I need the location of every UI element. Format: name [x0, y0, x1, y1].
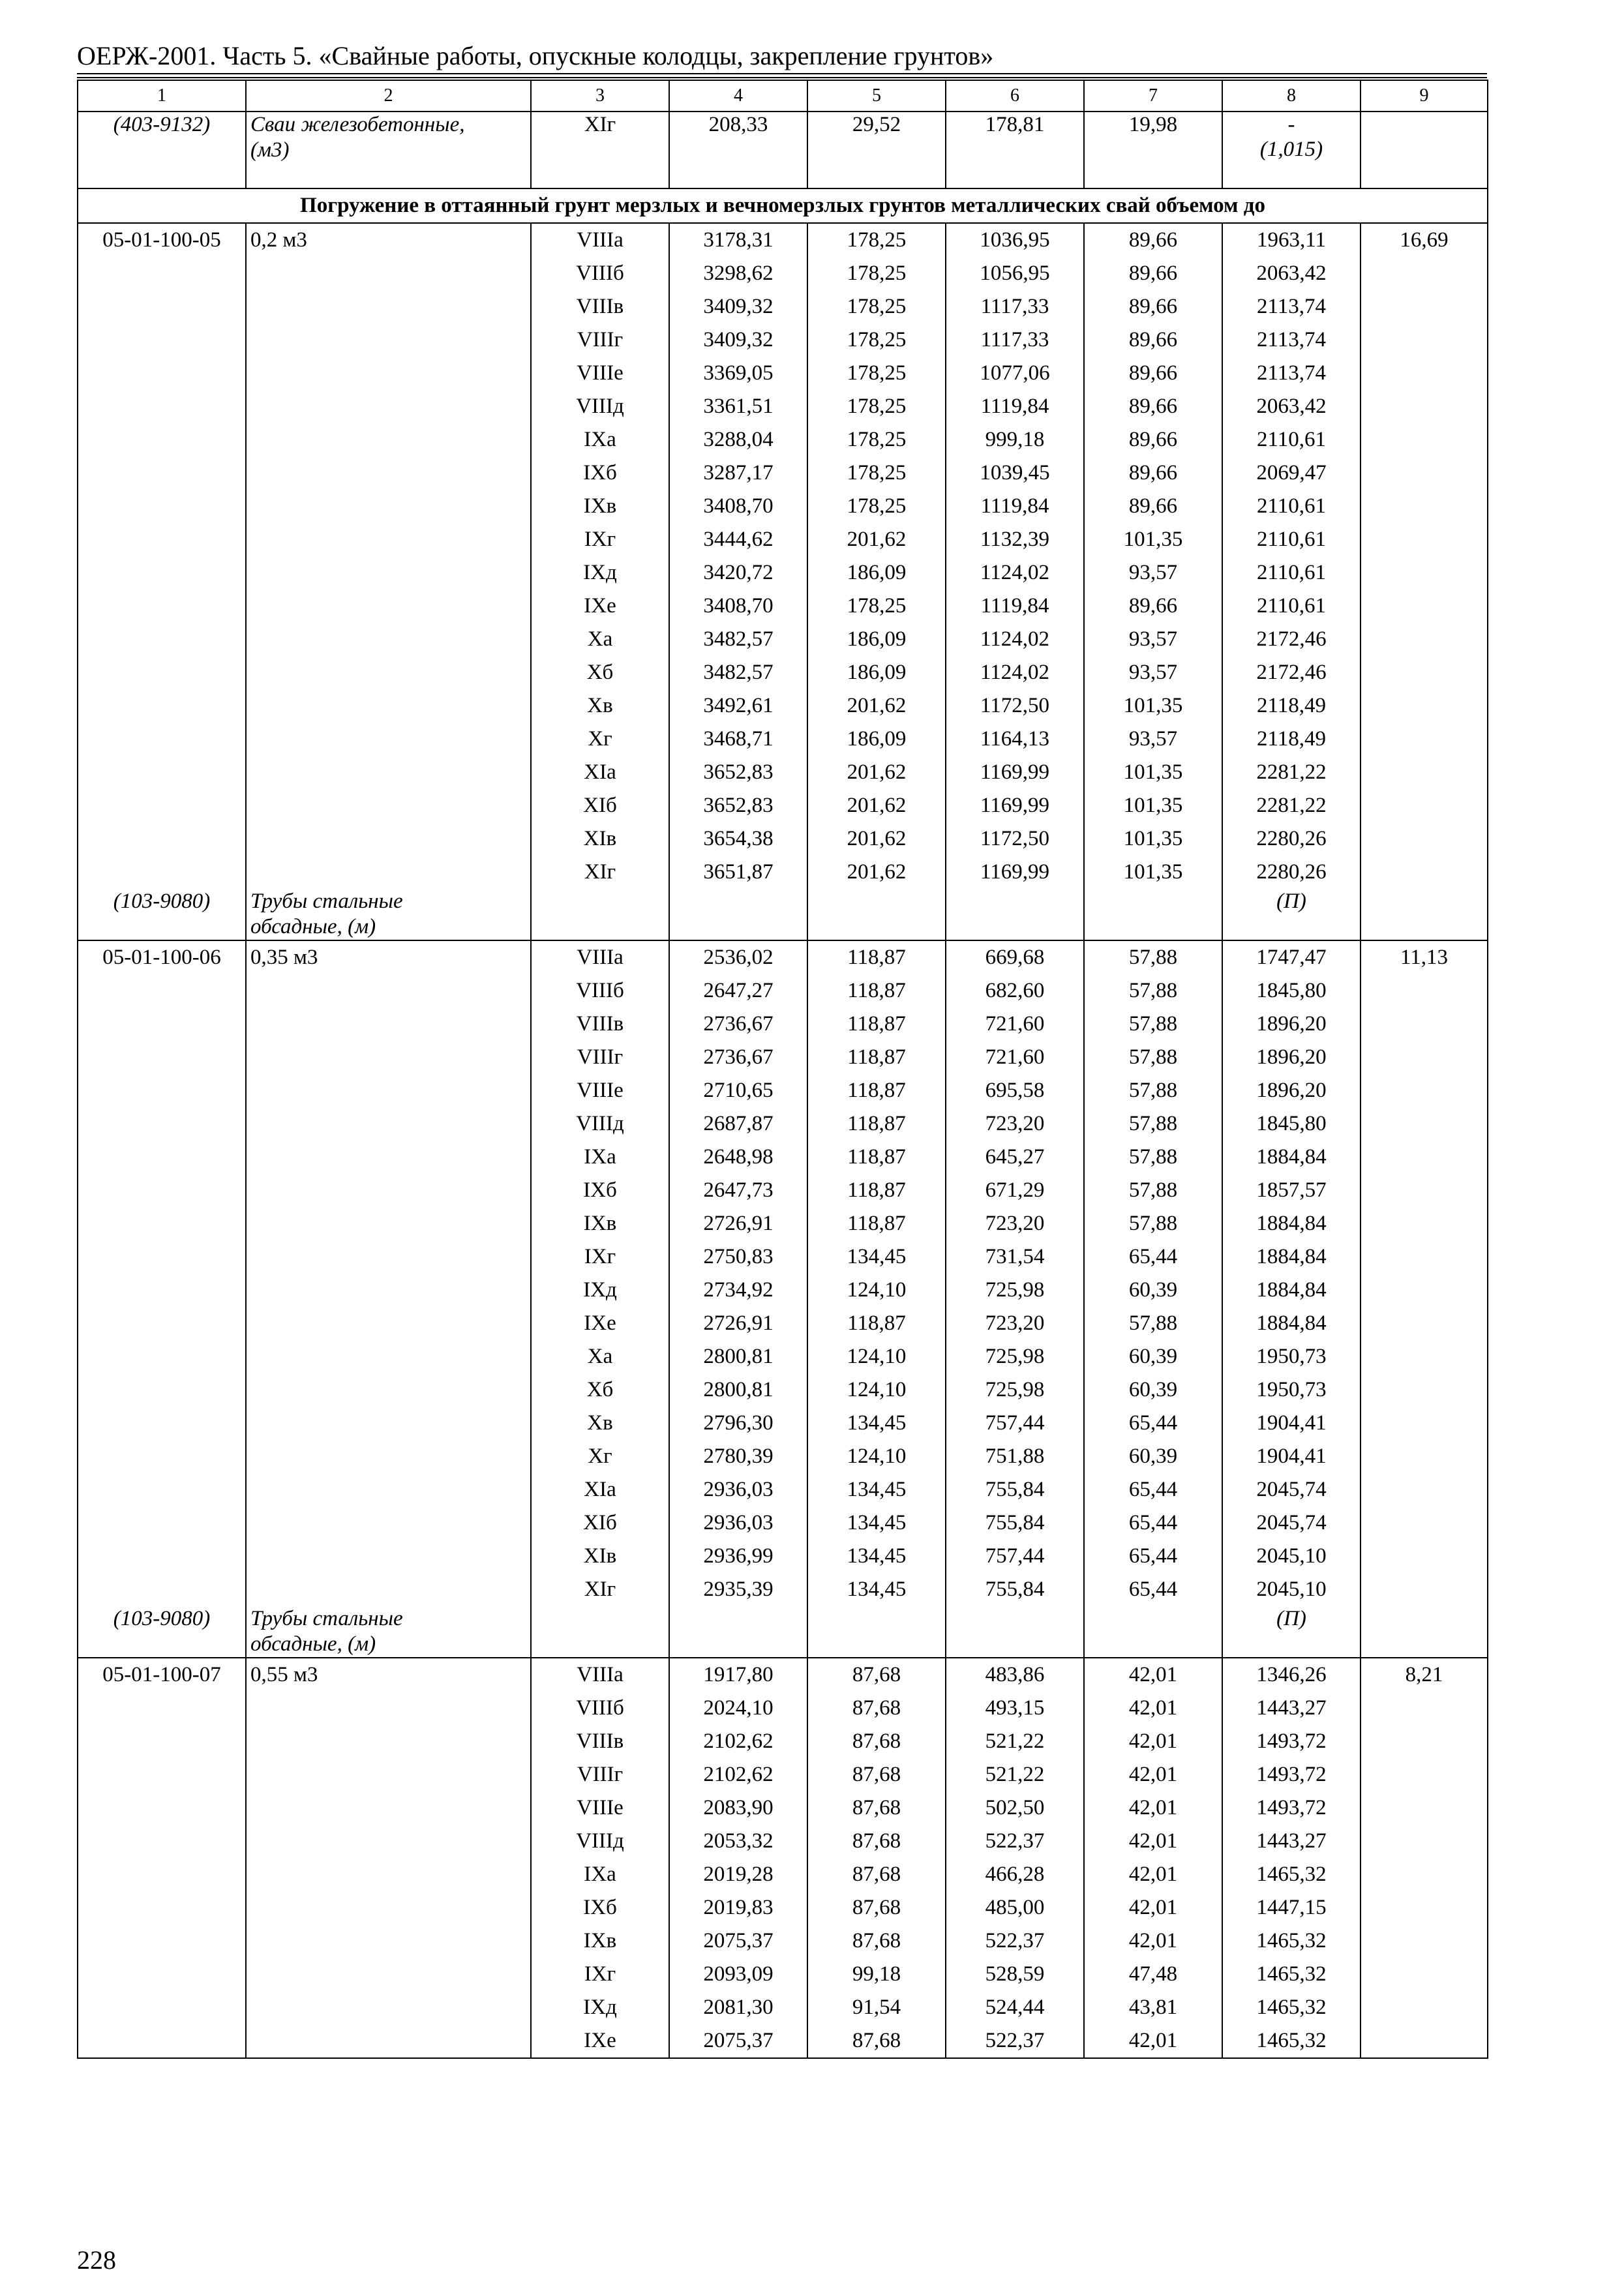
column-number: 5 [807, 80, 946, 112]
cell-col7: 19,98 [1084, 112, 1222, 188]
cell-col8: 1747,47 1845,80 1896,20 1896,20 1896,20 1845,80 1884,84 1857,57 1884,84 1884,84 1884,84 1884,84 1950,73 1950,73 1904,41 1904,41 2045,74 2045,74 2045,10 2045,10 (П) [1222, 940, 1361, 1658]
resource-desc-line: (м3) [250, 138, 290, 162]
resource-row-first [78, 112, 1488, 188]
header-rule-upper [77, 73, 1487, 74]
rate-code: 05-01-100-05 (103-9080) [78, 223, 246, 940]
cell-col6: 1036,95 1056,95 1117,33 1117,33 1077,06 1119,84 999,18 1039,45 1119,84 1132,39 1124,02 1119,84 1124,02 1124,02 1172,50 1164,13 1169,99 1169,99 1172,50 1169,99 [946, 223, 1084, 940]
rates-table [77, 80, 1488, 2059]
column-number: 9 [1361, 80, 1488, 112]
cell-col4: 208,33 [669, 112, 807, 188]
cell-col6: 178,81 [946, 112, 1084, 188]
column-number: 4 [669, 80, 807, 112]
cell-col9: 11,13 [1361, 940, 1488, 1658]
soil-grade: VIIIа VIIIб VIIIв VIIIг VIIIе VIIIд IXа IXб IXв IXг IXд IXе [531, 1658, 669, 2058]
cell-col8: - (1,015) [1222, 112, 1361, 188]
cell-col5: 87,68 87,68 87,68 87,68 87,68 87,68 87,68 87,68 87,68 99,18 91,54 87,68 [807, 1658, 946, 2058]
rate-group-row [78, 940, 1488, 1658]
cell-col9: 8,21 [1361, 1658, 1488, 2058]
cell-col6: 483,86 493,15 521,22 521,22 502,50 522,37 466,28 485,00 522,37 528,59 524,44 522,37 [946, 1658, 1084, 2058]
rate-group-row [78, 1658, 1488, 2058]
soil-grade: VIIIа VIIIб VIIIв VIIIг VIIIе VIIIд IXа IXб IXв IXг IXд IXе Xа Xб Xв Xг XIа XIб XIв XIг [531, 223, 669, 940]
column-number: 8 [1222, 80, 1361, 112]
soil-grade: VIIIа VIIIб VIIIв VIIIг VIIIе VIIIд IXа IXб IXв IXг IXд IXе Xа Xб Xв Xг XIа XIб XIв XIг [531, 940, 669, 1658]
cell-col9 [1361, 112, 1488, 188]
rate-name: 0,2 м3 Трубы стальные обсадные, (м) [246, 223, 531, 940]
cell-col7: 42,01 42,01 42,01 42,01 42,01 42,01 42,01 42,01 42,01 47,48 43,81 42,01 [1084, 1658, 1222, 2058]
cell-col5: 29,52 [807, 112, 946, 188]
page-number: 228 [77, 2245, 116, 2275]
cell-col5: 178,25 178,25 178,25 178,25 178,25 178,25 178,25 178,25 178,25 201,62 186,09 178,25 186,09 186,09 201,62 186,09 201,62 201,62 201,62 201,62 [807, 223, 946, 940]
section-title-row [78, 188, 1488, 223]
column-number: 1 [78, 80, 246, 112]
cell-col7: 89,66 89,66 89,66 89,66 89,66 89,66 89,66 89,66 89,66 101,35 93,57 89,66 93,57 93,57 101,35 93,57 101,35 101,35 101,35 101,35 [1084, 223, 1222, 940]
column-number: 2 [246, 80, 531, 112]
rate-code: 05-01-100-06 (103-9080) [78, 940, 246, 1658]
column-number: 3 [531, 80, 669, 112]
section-title: Погружение в оттаянный грунт мерзлых и вечномерзлых грунтов металлических свай объемом до [78, 188, 1488, 223]
rate-name: 0,35 м3 Трубы стальные обсадные, (м) [246, 940, 531, 1658]
cell-col9: 16,69 [1361, 223, 1488, 940]
cell-col8: 1346,26 1443,27 1493,72 1493,72 1493,72 1443,27 1465,32 1447,15 1465,32 1465,32 1465,32 1465,32 [1222, 1658, 1361, 2058]
cell-col6: 669,68 682,60 721,60 721,60 695,58 723,20 645,27 671,29 723,20 731,54 725,98 723,20 725,98 725,98 757,44 751,88 755,84 755,84 757,44 755,84 [946, 940, 1084, 1658]
cell-col4: 1917,80 2024,10 2102,62 2102,62 2083,90 2053,32 2019,28 2019,83 2075,37 2093,09 2081,30 2075,37 [669, 1658, 807, 2058]
cell-col5: 118,87 118,87 118,87 118,87 118,87 118,87 118,87 118,87 118,87 134,45 124,10 118,87 124,10 124,10 134,45 124,10 134,45 134,45 134,45 134,45 [807, 940, 946, 1658]
column-number-row [78, 80, 1488, 112]
cell-col7: 57,88 57,88 57,88 57,88 57,88 57,88 57,88 57,88 57,88 65,44 60,39 57,88 60,39 60,39 65,44 60,39 65,44 65,44 65,44 65,44 [1084, 940, 1222, 1658]
header-rule-lower [77, 77, 1487, 78]
cell-col4: 3178,31 3298,62 3409,32 3409,32 3369,05 3361,51 3288,04 3287,17 3408,70 3444,62 3420,72 3408,70 3482,57 3482,57 3492,61 3468,71 3652,83 3652,83 3654,38 3651,87 [669, 223, 807, 940]
rate-name: 0,55 м3 [246, 1658, 531, 2058]
resource-desc-line: Сваи железобетонные, [250, 113, 465, 136]
rate-group-row [78, 223, 1488, 940]
rate-code: 05-01-100-07 [78, 1658, 246, 2058]
soil-grade: XIг [531, 112, 669, 188]
resource-code [78, 112, 246, 188]
table-body [78, 80, 1488, 2058]
resource-code-text: (403-9132) [113, 113, 211, 136]
cell-col4: 2536,02 2647,27 2736,67 2736,67 2710,65 2687,87 2648,98 2647,73 2726,91 2750,83 2734,92 2726,91 2800,81 2800,81 2796,30 2780,39 2936,03 2936,03 2936,99 2935,39 [669, 940, 807, 1658]
resource-description [246, 112, 531, 188]
cell-col8: 1963,11 2063,42 2113,74 2113,74 2113,74 2063,42 2110,61 2069,47 2110,61 2110,61 2110,61 2110,61 2172,46 2172,46 2118,49 2118,49 2281,22 2281,22 2280,26 2280,26 (П) [1222, 223, 1361, 940]
column-number: 7 [1084, 80, 1222, 112]
page-header-title: ОЕРЖ-2001. Часть 5. «Свайные работы, опускные колодцы, закрепление грунтов» [77, 41, 994, 70]
column-number: 6 [946, 80, 1084, 112]
